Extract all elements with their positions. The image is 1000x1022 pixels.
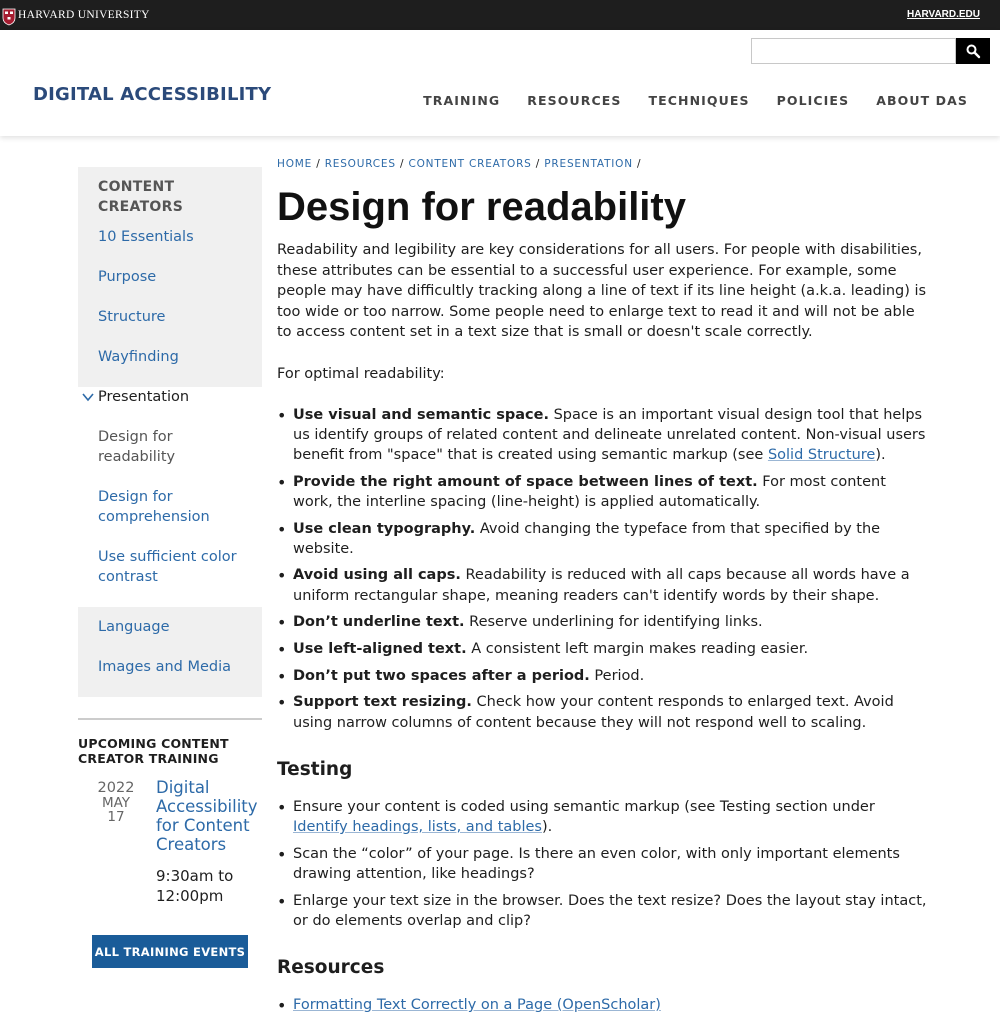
- training-event: [78, 780, 262, 910]
- list-item: • Use clean typography. Avoid changing the typeface from that specified by the website.: [277, 519, 927, 559]
- list-item: • Ensure your content is coded using semantic markup (see Testing section under Identify headings, lists, and tables).: [277, 797, 927, 837]
- intro-paragraph: Readability and legibility are key considerations for all users. For people with disabilities, these attributes can be essential to a successful user experience. For example, some people may have difficultly tracking along a line of text if its line height (a.k.a. leading) is too wide or too narrow. Some people need to enlarge text to read it and will not be able to access content set in a text size that is small or doesn't scale correctly.: [277, 242, 927, 340]
- harvard-edu-link[interactable]: HARVARD.EDU: [907, 9, 980, 20]
- list-item: • Enlarge your text size in the browser. Does the text resize? Does the layout stay intact, or do elements overlap and clip?: [277, 891, 927, 931]
- nav-about-das[interactable]: ABOUT DAS: [876, 93, 968, 108]
- nav-resources[interactable]: RESOURCES: [527, 93, 622, 108]
- sidebar-heading[interactable]: CONTENT CREATORS: [98, 179, 184, 215]
- identify-headings-link[interactable]: Identify headings, lists, and tables: [293, 819, 542, 836]
- main-nav: [423, 93, 968, 108]
- university-name[interactable]: HARVARD UNIVERSITY: [18, 9, 150, 21]
- sidebar-group-bottom: [78, 607, 262, 697]
- site-title[interactable]: DIGITAL ACCESSIBILITY: [33, 84, 272, 105]
- event-date: [96, 780, 136, 824]
- sidebar-item-language[interactable]: Language: [98, 619, 170, 635]
- all-training-events-button[interactable]: ALL TRAINING EVENTS: [92, 935, 248, 968]
- list-item: • Avoid using all caps. Readability is reduced with all caps because all words have a uniform rectangular shape, meaning readers can't identify words by their shape.: [277, 565, 927, 605]
- sidebar-item-structure[interactable]: Structure: [98, 309, 166, 325]
- sidebar-item-wayfinding[interactable]: Wayfinding: [98, 349, 179, 365]
- sidebar: [78, 167, 262, 910]
- sidebar-subitem-comprehension[interactable]: Design for comprehension: [98, 489, 210, 525]
- main-content: [277, 158, 927, 1022]
- list-item: • Use left-aligned text. A consistent left margin makes reading easier.: [277, 639, 927, 659]
- resources-list: [277, 995, 927, 1015]
- event-title-link[interactable]: Digital Accessibility for Content Creators: [156, 778, 258, 854]
- sidebar-subitem-readability[interactable]: Design for readability: [98, 429, 176, 465]
- list-item: • Provide the right amount of space between lines of text. For most content work, the interline spacing (line-height) is applied automatically.: [277, 472, 927, 512]
- nav-policies[interactable]: POLICIES: [776, 93, 850, 108]
- chevron-down-icon[interactable]: [82, 391, 94, 403]
- lead-paragraph: For optimal readability:: [277, 365, 445, 382]
- training-heading: UPCOMING CONTENT CREATOR TRAINING: [78, 736, 229, 766]
- sidebar-subitem-color-contrast[interactable]: Use sufficient color contrast: [98, 549, 237, 585]
- list-item: • Use visual and semantic space. Space is an important visual design tool that helps us identify groups of related content and delineate unrelated content. Non-visual users benefit from "space" that is created using semantic markup (see Solid Structure).: [277, 405, 927, 466]
- testing-heading: Testing: [277, 758, 353, 780]
- breadcrumb-home[interactable]: HOME: [277, 158, 313, 170]
- list-item: • Scan the “color” of your page. Is there an even color, with only important elements drawing attention, like headings?: [277, 844, 927, 884]
- sidebar-item-presentation[interactable]: Presentation: [98, 389, 190, 405]
- breadcrumb: HOME / RESOURCES / CONTENT CREATORS / PRESENTATION /: [277, 158, 642, 170]
- sidebar-item-10-essentials[interactable]: 10 Essentials: [98, 229, 194, 245]
- list-item: • Don’t put two spaces after a period. Period.: [277, 666, 927, 686]
- sidebar-current-section: [78, 387, 262, 607]
- event-year: 2022: [97, 780, 135, 796]
- top-bar: [0, 0, 1000, 30]
- sidebar-divider: [78, 718, 262, 720]
- event-month: MAY: [101, 795, 131, 811]
- list-item: [277, 995, 927, 1015]
- search-icon: [966, 44, 980, 58]
- breadcrumb-content-creators[interactable]: CONTENT CREATORS: [408, 158, 532, 170]
- sidebar-item-purpose[interactable]: Purpose: [98, 269, 157, 285]
- testing-list: [277, 797, 927, 931]
- event-time: 9:30am to 12:00pm: [156, 867, 234, 905]
- search-input[interactable]: [751, 38, 956, 64]
- sidebar-group: [78, 167, 262, 387]
- breadcrumb-resources[interactable]: RESOURCES: [324, 158, 396, 170]
- page-title: Design for readability: [277, 185, 686, 229]
- formatting-text-link[interactable]: Formatting Text Correctly on a Page (OpenScholar): [293, 997, 661, 1014]
- harvard-shield-icon: [2, 8, 16, 26]
- search-button[interactable]: [956, 38, 990, 64]
- event-day: 17: [107, 809, 125, 825]
- site-header: [0, 30, 1000, 136]
- nav-training[interactable]: TRAINING: [423, 93, 501, 108]
- sidebar-item-images-media[interactable]: Images and Media: [98, 659, 232, 675]
- breadcrumb-presentation[interactable]: PRESENTATION: [544, 158, 633, 170]
- nav-techniques[interactable]: TECHNIQUES: [648, 93, 750, 108]
- list-item: • Support text resizing. Check how your content responds to enlarged text. Avoid using narrow columns of content because they will not respond well to scaling.: [277, 692, 927, 732]
- solid-structure-link[interactable]: Solid Structure: [767, 446, 876, 463]
- tips-list: [277, 405, 927, 733]
- list-item: • Don’t underline text. Reserve underlining for identifying links.: [277, 612, 927, 632]
- resources-heading: Resources: [277, 957, 385, 979]
